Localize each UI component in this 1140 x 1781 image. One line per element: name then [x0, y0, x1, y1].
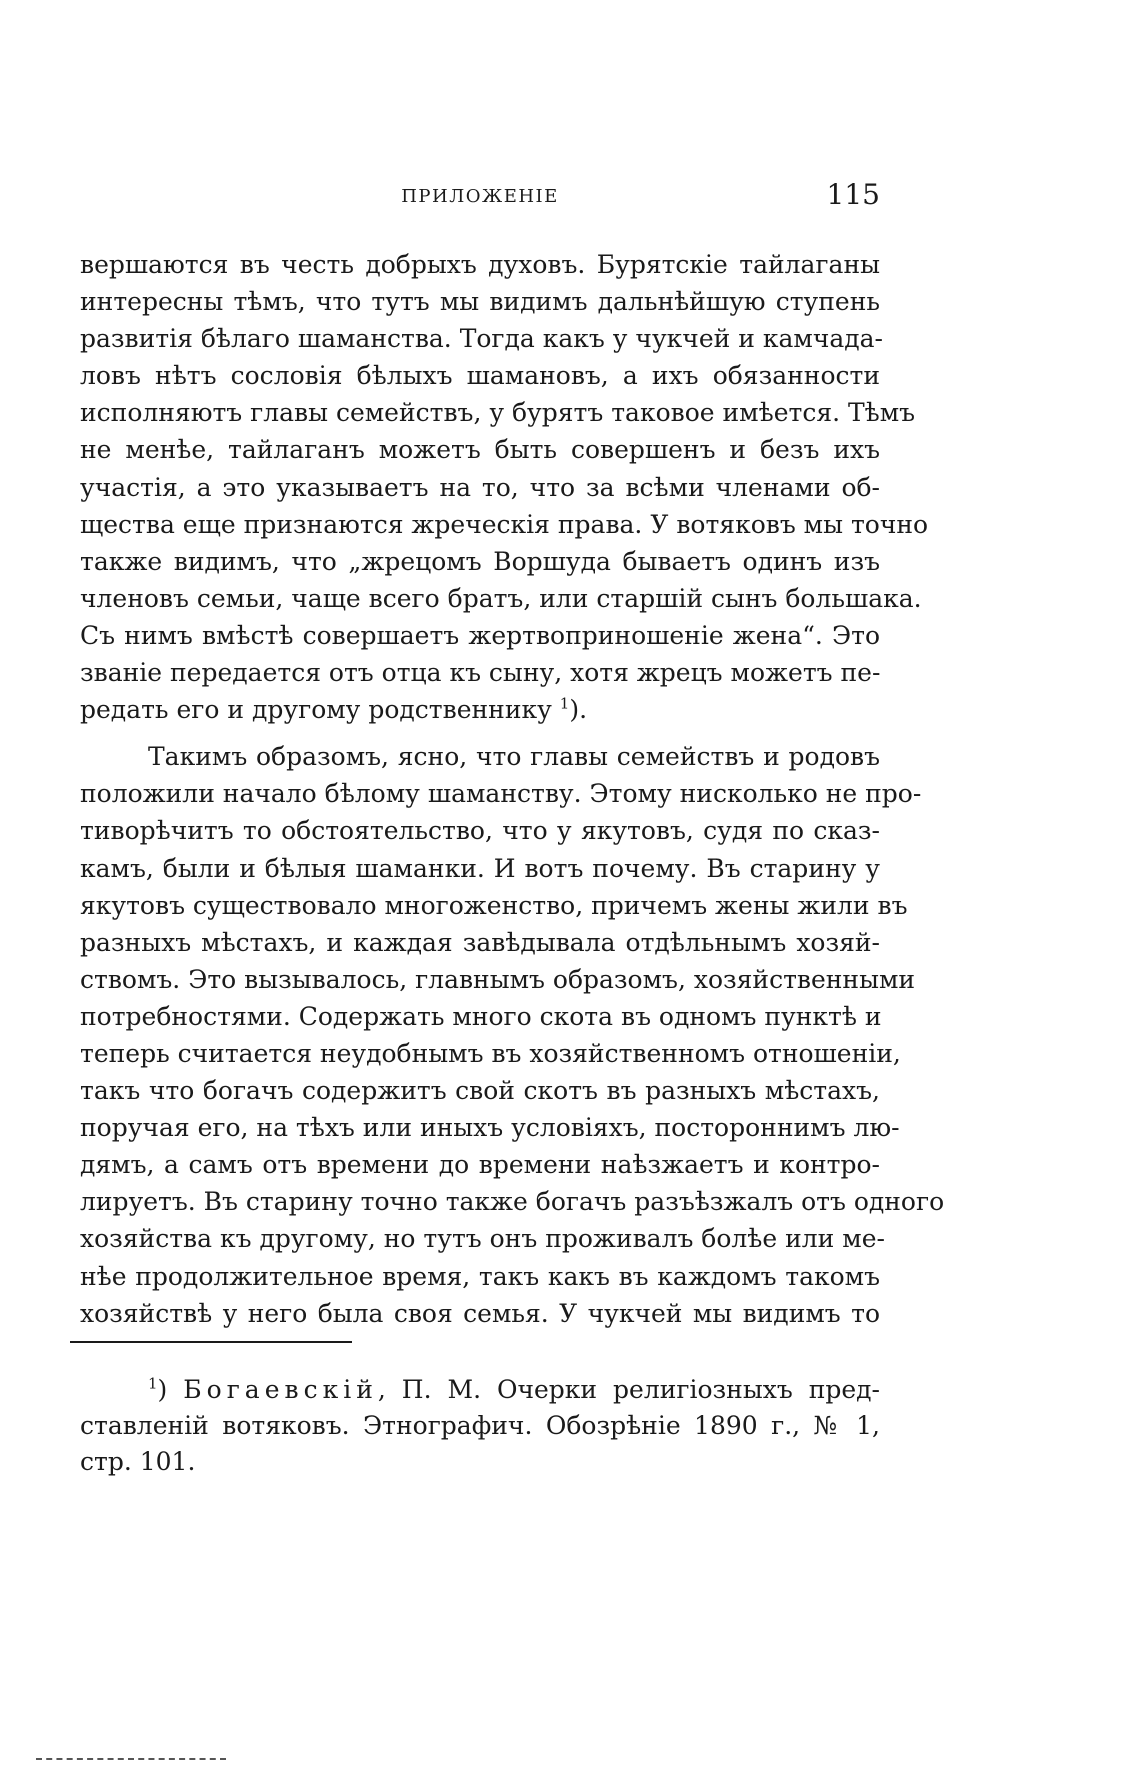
text-line: дямъ, а самъ отъ времени до времени наѣзжаетъ и контро- [80, 1150, 880, 1180]
text-line: Съ нимъ вмѣстѣ совершаетъ жертвоприношеніе жена“. Это [80, 620, 880, 650]
text-line: лируетъ. Въ старину точно также богачъ разъѣзжалъ отъ одного [80, 1187, 945, 1217]
text-line: интересны тѣмъ, что тутъ мы видимъ дальнѣйшую ступень [80, 287, 880, 317]
text-line: тиворѣчитъ то обстоятельство, что у якутовъ, судя по сказ- [80, 816, 880, 846]
text-line: хозяйствѣ у него была своя семья. У чукчей мы видимъ то [80, 1298, 880, 1328]
text-line: разныхъ мѣстахъ, и каждая завѣдывала отдѣльнымъ хозяй- [80, 927, 880, 957]
footnote-divider [70, 1341, 352, 1343]
scan-edge-mark [36, 1758, 226, 1763]
paragraph-2 [80, 738, 945, 1332]
text-line: Такимъ образомъ, ясно, что главы семействъ и родовъ [148, 742, 880, 772]
text-fragment: редать его и другому родственнику [80, 695, 552, 725]
running-title: ПРИЛОЖЕНІЕ [401, 186, 559, 207]
text-line: потребностями. Содержать много скота въ одномъ пунктѣ и [80, 1001, 882, 1031]
footnote-reference[interactable]: 1 [559, 694, 570, 713]
text-line: якутовъ существовало многоженство, причемъ жены жили въ [80, 890, 908, 920]
footnote-section [80, 1372, 880, 1480]
text-line: членовъ семьи, чаще всего братъ, или старшій сынъ большака. [80, 583, 922, 613]
text-line: нѣе продолжительное время, такъ какъ въ каждомъ такомъ [80, 1261, 880, 1291]
text-line: вершаются въ честь добрыхъ духовъ. Бурятскіе тайлаганы [80, 250, 880, 279]
text-line: развитія бѣлаго шаманства. Тогда какъ у чукчей и камчада- [80, 324, 883, 354]
footnote-line [80, 1372, 880, 1408]
text-line: щества еще признаются жреческія права. У вотяковъ мы точно [80, 509, 929, 539]
text-line: званіе передается отъ отца къ сыну, хотя жрецъ можетъ пе- [80, 658, 881, 688]
text-line: камъ, были и бѣлыя шаманки. И вотъ почему. Въ старину у [80, 853, 880, 883]
footnote-line: ставленій вотяковъ. Этнографич. Обозрѣніе 1890 г., № 1, [80, 1411, 880, 1440]
text-line-last [80, 691, 880, 728]
text-line: также видимъ, что „жрецомъ Воршуда бываетъ одинъ изъ [80, 546, 880, 576]
page-number: 115 [826, 178, 880, 211]
text-line: не менѣе, тайлаганъ можетъ быть совершенъ и безъ ихъ [80, 435, 880, 465]
text-line: участія, а это указываетъ на то, что за всѣми членами об- [80, 472, 880, 502]
text-line: поручая его, на тѣхъ или иныхъ условіяхъ, постороннимъ лю- [80, 1113, 900, 1143]
page-header [80, 176, 880, 216]
footnote-mark-close: ) [157, 1375, 168, 1404]
closing-punctuation: ). [569, 695, 588, 725]
footnote-line-last: стр. 101. [80, 1447, 196, 1476]
text-line: ствомъ. Это вызывалось, главнымъ образомъ, хозяйственными [80, 964, 916, 994]
paragraph-1 [80, 246, 929, 728]
text-line: такъ что богачъ содержитъ свой скотъ въ разныхъ мѣстахъ, [80, 1076, 880, 1106]
text-line: положили начало бѣлому шаманству. Этому нисколько не про- [80, 779, 922, 809]
footnote-mark: 1 [148, 1374, 158, 1393]
text-line: ловъ нѣтъ сословія бѣлыхъ шамановъ, а ихъ обязанности [80, 361, 880, 391]
text-line: теперь считается неудобнымъ въ хозяйственномъ отношеніи, [80, 1038, 901, 1068]
text-line: исполняютъ главы семействъ, у бурятъ таковое имѣется. Тѣмъ [80, 398, 916, 428]
text-line: хозяйства къ другому, но тутъ онъ проживалъ болѣе или ме- [80, 1224, 885, 1254]
footnote-author: Богаевскій [183, 1375, 378, 1404]
footnote-text: , П. М. Очерки религіозныхъ пред- [377, 1375, 880, 1404]
body-text [80, 246, 945, 1332]
